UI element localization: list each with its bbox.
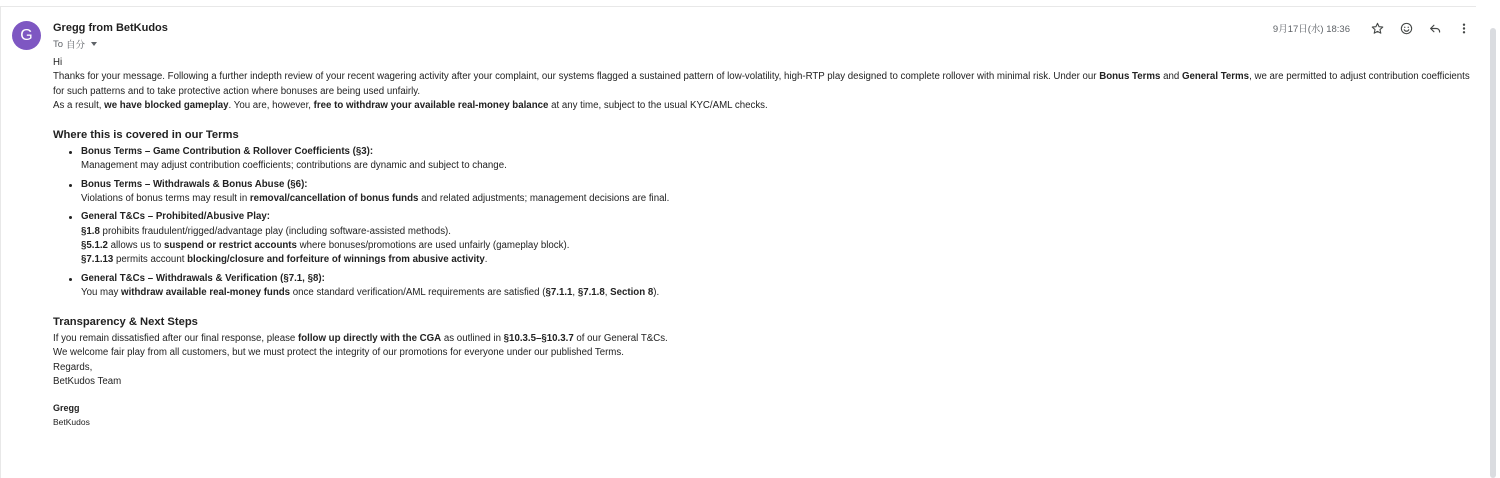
sender-name[interactable]: Gregg from BetKudos [53,22,168,34]
message-body [53,56,1475,429]
paragraph-result: As a result, we have blocked gameplay. You are, however, free to withdraw your available real-money balance at any time, subject to the usual KYC/AML checks. [53,99,768,111]
recipient-details-toggle[interactable] [53,37,97,51]
left-border [0,6,1,478]
reply-button[interactable] [1423,18,1447,38]
more-options-button[interactable] [1452,18,1476,38]
section-heading-terms: Where this is covered in our Terms [53,129,239,142]
scrollbar-track[interactable] [1478,0,1500,478]
chevron-down-icon[interactable] [91,42,97,46]
more-vert-icon [1461,22,1467,35]
section-heading-next-steps: Transparency & Next Steps [53,316,198,329]
emoji-icon [1400,22,1413,35]
star-button[interactable] [1365,18,1389,38]
message-timestamp: 9月17日(水) 18:36 [1272,24,1350,35]
signature-company: BetKudos [53,417,90,428]
closing-team: BetKudos Team [53,376,122,388]
terms-list [53,145,1475,300]
signature [53,401,1475,429]
list-item: General T&Cs – Prohibited/Abusive Play: §1.8 prohibits fraudulent/rigged/advantage play (including software-assisted methods). §5.1.2 allows us to suspend or restrict accounts where bonuses/promotions are used unfairly (gameplay block). §7.1.13 permits account blocking/closure and forfeiture of winnings from abusive activity. [81,210,1475,267]
paragraph-review: Thanks for your message. Following a further indepth review of your recent wagering activity after your complaint, our systems flagged a sustained pattern of low-volatility, high-RTP play designed to complete rollover with minimal risk. Under our Bonus Terms and General Terms, we are permitted to adjust contribution coefficients for such patterns and to take protective action where bonuses are being used unfairly. [53,71,1470,97]
scrollbar-thumb[interactable] [1490,28,1496,478]
star-icon [1371,22,1384,35]
sender-avatar[interactable]: G [12,21,41,50]
list-item: Bonus Terms – Game Contribution & Rollover Coefficients (§3): Management may adjust contribution coefficients; contributions are dynamic and subject to change. [81,145,1475,174]
greeting: Hi [53,57,63,68]
paragraph-fair-play: We welcome fair play from all customers, but we must protect the integrity of our promotions for everyone under our published Terms. [53,347,624,359]
add-reaction-button[interactable] [1394,18,1418,38]
signature-name: Gregg [53,403,80,414]
list-item: General T&Cs – Withdrawals & Verification (§7.1, §8): You may withdraw available real-money funds once standard verification/AML requirements are satisfied (§7.1.1, §7.1.8, Section 8). [81,272,1475,301]
paragraph-cga: If you remain dissatisfied after our final response, please follow up directly with the CGA as outlined in §10.3.5–§10.3.7 of our General T&Cs. [53,333,668,345]
recipient-name: 自分 [66,40,86,51]
list-item: Bonus Terms – Withdrawals & Bonus Abuse (§6): Violations of bonus terms may result in removal/cancellation of bonus funds and related adjustments; management decisions are final. [81,178,1475,207]
message-actions [1273,18,1476,38]
closing-regards: Regards, [53,361,93,373]
recipient-prefix: To [53,38,64,50]
top-divider [0,6,1476,7]
reply-icon [1428,22,1442,35]
